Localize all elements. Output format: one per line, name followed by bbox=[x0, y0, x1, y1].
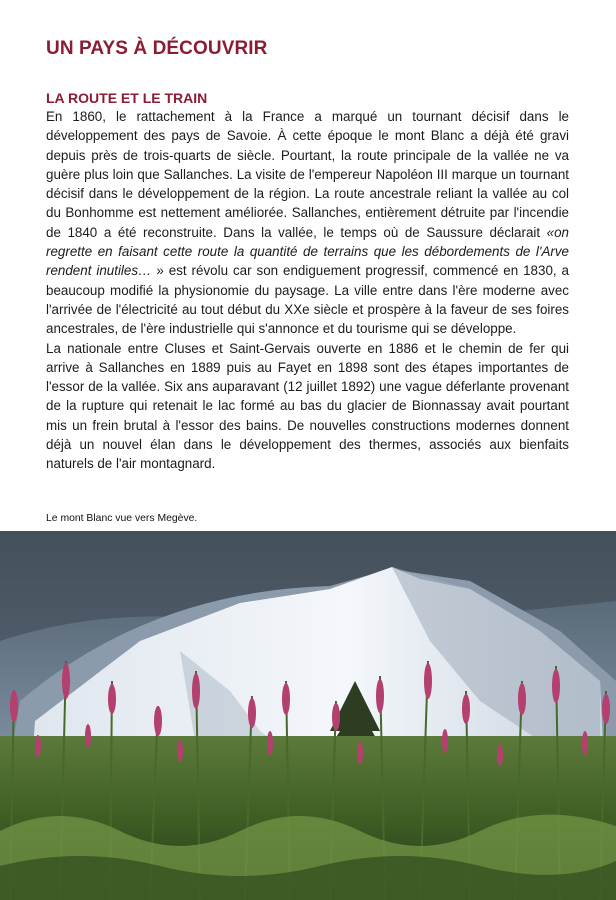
page-title: UN PAYS À DÉCOUVRIR bbox=[46, 38, 268, 59]
article-body bbox=[46, 107, 569, 474]
saussure-quote: «on regrette en faisant cette route la quantité de terrains que les débordements de l'Arve rendent inutiles… bbox=[46, 224, 569, 279]
mont-blanc-photo bbox=[0, 531, 616, 900]
section-title: LA ROUTE ET LE TRAIN bbox=[46, 90, 208, 106]
paragraph-1-continuation: » est révolu car son endiguement progressif, commencé en 1830, a beaucoup modifié la physionomie du paysage. La ville entre dans l'ère moderne avec l'arrivée de l'électricité au tout début du XXe siècle et prospère à la faveur de ses foires ancestrales, de l'ère industrielle qui s'annonce et du tourisme qui se développe. bbox=[46, 263, 569, 337]
paragraph-1 bbox=[46, 107, 569, 339]
photo-caption: Le mont Blanc vue vers Megève. bbox=[46, 513, 198, 524]
paragraph-2: La nationale entre Cluses et Saint-Gervais ouverte en 1886 et le chemin de fer qui arrive à Sallanches en 1889 puis au Fayet en 1898 sont des étapes importantes de l'essor de la vallée. Six ans auparavant (12 juillet 1892) une vague déferlante provenant de la rupture qui retenait le lac formé au bas du glacier de Bionnassay avait pourtant mis un frein brutal à l'essor des bains. De nouvelles constructions modernes donnent déjà un nouvel élan dans le développement des thermes, associés aux bienfaits naturels de l'air montagnard. bbox=[46, 340, 569, 472]
paragraph-1-text: En 1860, le rattachement à la France a marqué un tournant décisif dans le développement des pays de Savoie. À cette époque le mont Blanc a déjà été gravi depuis près de trois-quarts de siècle. Pourtant, la route principale de la vallée ne va guère plus loin que Sallanches. La visite de l'empereur Napoléon III marque un tournant décisif dans le développement de la région. La route ancestrale reliant la vallée au col du Bonhomme est nettement améliorée. Sallanches, entièrement détruite par l'incendie de 1840 a été reconstruite. Dans la vallée, le temps où de Saussure déclarait bbox=[46, 109, 569, 240]
